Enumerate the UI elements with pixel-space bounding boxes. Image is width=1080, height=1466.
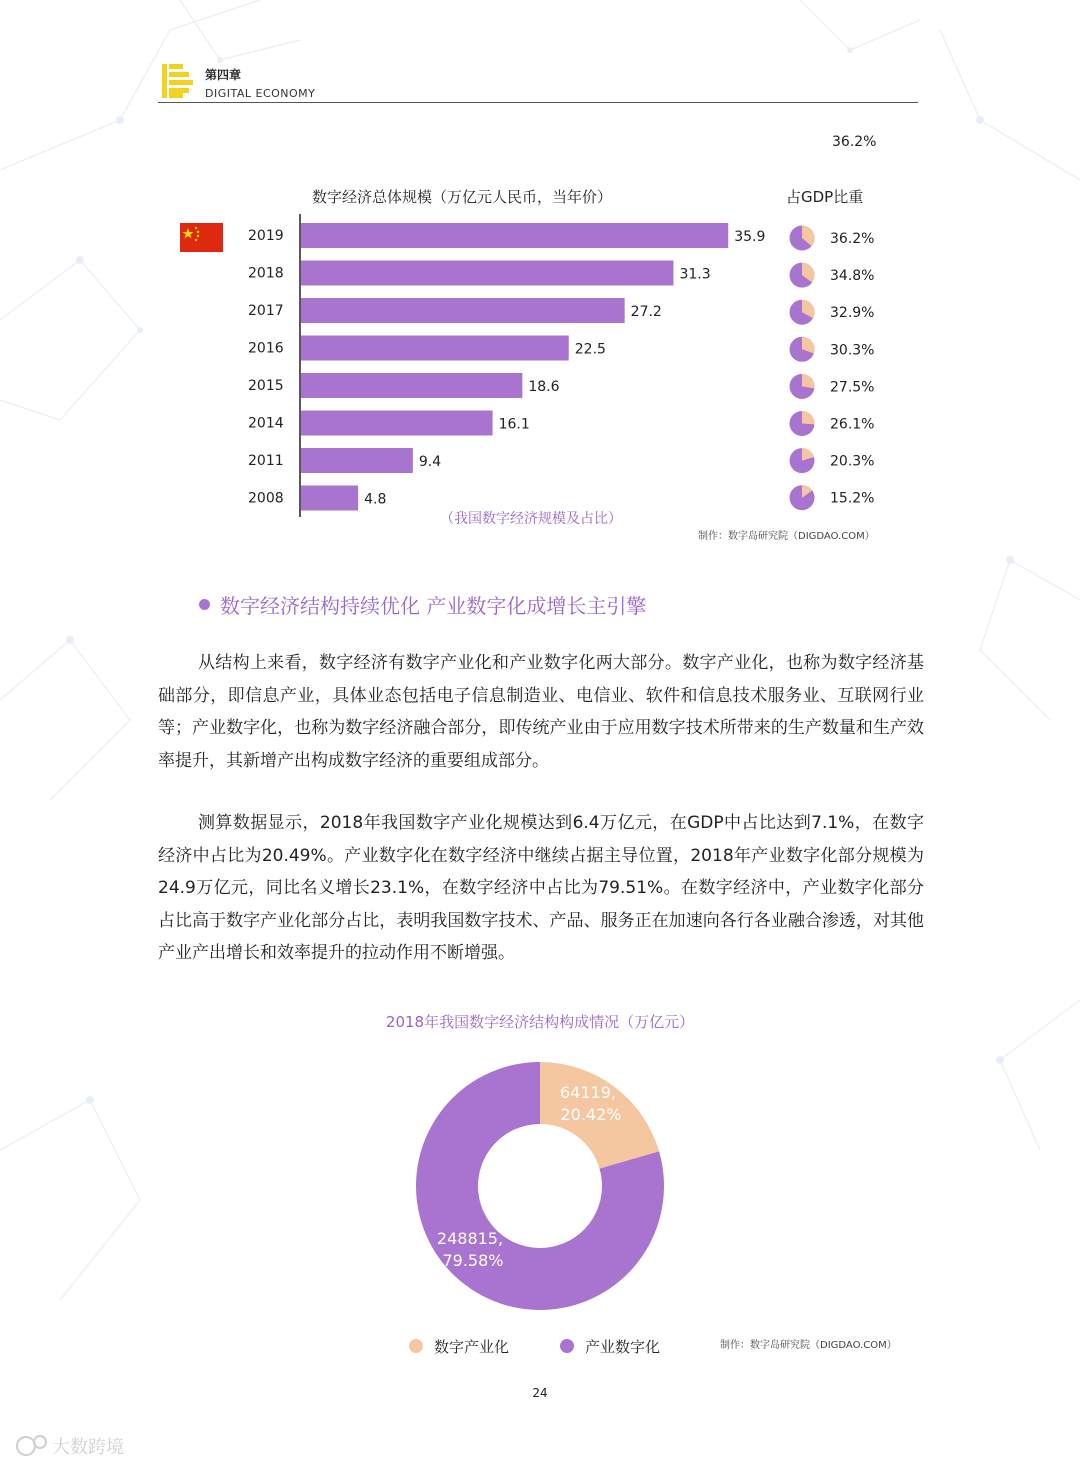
body-paragraph-data: 测算数据显示，2018年我国数字产业化规模达到6.4万亿元，在GDP中占比达到7.1%，在数字经济中占比为20.49%。产业数字化在数字经济中继续占据主导位置，2018年产业数字化部分规模为24.9万亿元，同比名义增长23.1%，在数字经济中占比为79.51%。在数字经济中，产业数字化部分占比高于数字产业化部分占比，表明我国数字技术、产品、服务正在加速向各行各业融合渗透，对其他产业产出增长和效率提升的拉动作用不断增强。 — [158, 813, 924, 963]
legend-label: 数字产业化 — [434, 1338, 510, 1356]
bar-value-label: 9.4 — [418, 454, 442, 470]
bar-2014 — [301, 411, 493, 436]
gdp-share-label: 34.8% — [830, 268, 875, 285]
bar-value-label: 31.3 — [679, 266, 711, 283]
bar-category-label: 2017 — [248, 303, 284, 319]
gdp-share-label: 32.9% — [830, 305, 875, 322]
bar-2015 — [301, 373, 522, 398]
donut-percent-label: 79.58% — [442, 1251, 504, 1270]
bar-2011 — [301, 448, 413, 473]
chapter-title: 第四章 — [205, 68, 242, 82]
body-paragraph-structure: 从结构上来看，数字经济有数字产业化和产业数字化两大部分。数字产业化，也称为数字经济基础部分，即信息产业，具体业态包括电子信息制造业、电信业、软件和信息技术服务业、互联网行业等；产业数字化，也称为数字经济融合部分，即传统产业由于应用数字技术所带来的生产数量和生产效率提升，其新增产出构成数字经济的重要组成部分。 — [158, 653, 924, 771]
bar-chart-caption: （我国数字经济规模及占比） — [440, 511, 622, 527]
donut-chart-credit: 制作：数字岛研究院（DIGDAO.COM） — [720, 1340, 897, 1351]
bar-category-label: 2019 — [248, 228, 284, 244]
donut-percent-label: 20.42% — [560, 1105, 622, 1124]
legend-label: 产业数字化 — [585, 1338, 661, 1356]
gdp-share-pie-2015 — [790, 374, 815, 399]
gdp-share-pie-2017 — [790, 300, 815, 325]
top-percent-label: 36.2% — [832, 134, 877, 150]
gdp-share-label: 20.3% — [830, 453, 875, 470]
donut-value-label: 64119, — [560, 1083, 616, 1102]
bar-2008 — [301, 486, 358, 511]
bar-category-label: 2011 — [248, 453, 284, 469]
bar-value-label: 22.5 — [574, 341, 606, 358]
section-bullet-icon — [199, 599, 210, 610]
pie-share-slice — [802, 374, 815, 388]
bar-category-label: 2008 — [248, 490, 284, 507]
gdp-share-label: 36.2% — [830, 231, 875, 247]
legend-swatch — [560, 1339, 574, 1353]
bar-2016 — [301, 336, 569, 361]
china-flag-icon — [180, 223, 223, 252]
gdp-share-label: 27.5% — [830, 379, 875, 396]
bar-2017 — [301, 298, 625, 323]
donut-value-label: 248815, — [436, 1229, 504, 1248]
pie-share-slice — [802, 411, 815, 424]
bar-chart-credit: 制作：数字岛研究院（DIGDAO.COM） — [698, 531, 875, 542]
gdp-share-label: 30.3% — [830, 342, 875, 359]
bar-2018 — [301, 261, 673, 286]
donut-chart-title: 2018年我国数字经济结构构成情况（万亿元） — [385, 1013, 695, 1031]
bar-category-label: 2018 — [248, 265, 284, 282]
section-heading: 数字经济结构持续优化 产业数字化成增长主引擎 — [220, 594, 647, 618]
gdp-share-pie-2011 — [790, 448, 815, 473]
chapter-subtitle: DIGITAL ECONOMY — [205, 87, 316, 100]
bar-value-label: 4.8 — [364, 491, 387, 508]
bar-value-label: 16.1 — [498, 416, 530, 433]
bar-category-label: 2015 — [248, 378, 284, 394]
bar-chart-title: 数字经济总体规模（万亿元人民币，当年价） — [312, 188, 613, 206]
economy-structure-donut-chart — [0, 1040, 1080, 1380]
gdp-share-pie-2014 — [790, 411, 815, 436]
watermark-logo — [12, 1432, 152, 1460]
legend-swatch — [409, 1339, 423, 1353]
gdp-share-label: 26.1% — [830, 416, 875, 433]
bar-2019 — [301, 223, 728, 248]
gdp-share-pie-2008 — [790, 485, 815, 510]
digital-economy-scale-chart — [0, 120, 1080, 560]
page-number: 24 — [532, 1386, 548, 1400]
bar-category-label: 2014 — [248, 415, 284, 432]
digital-economy-logo-icon — [160, 62, 198, 100]
watermark-text: 大数跨境 — [52, 1437, 124, 1458]
gdp-share-label: 15.2% — [830, 490, 875, 507]
gdp-share-pie-2018 — [790, 263, 815, 288]
gdp-share-pie-2016 — [790, 337, 815, 362]
bar-value-label: 27.2 — [630, 304, 662, 320]
bar-value-label: 35.9 — [734, 229, 766, 245]
bar-value-label: 18.6 — [528, 379, 560, 395]
bar-category-label: 2016 — [248, 340, 284, 357]
header-divider — [158, 102, 918, 103]
gdp-share-pie-2019 — [790, 226, 815, 251]
pie-column-title: 占GDP比重 — [786, 188, 864, 206]
